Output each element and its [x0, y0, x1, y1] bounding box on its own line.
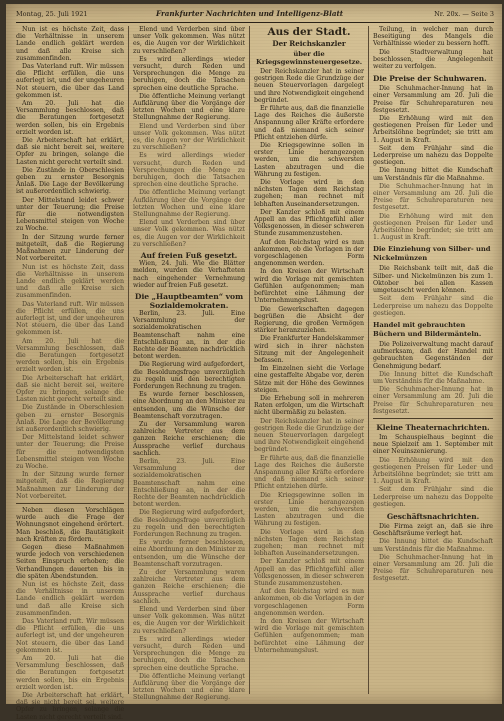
paragraph: Das Vaterland ruft. Wir müssen die Pflicht erfüllen, die uns auferlegt ist, und der ungeheuren Not steuern, die über das Land gekommen ist.: [16, 618, 124, 654]
paragraph: Die Schuhmacher-Innung hat in einer Versammlung am 20. Juli die Preise für Schuhreparaturen neu festgesetzt.: [373, 553, 493, 583]
paragraph: Es wird allerdings wieder versucht, durch Reden und Versprechungen die Menge zu beruhigen, doch die Tatsachen sprechen eine deutliche Sprache.: [133, 55, 245, 92]
paragraph: Im Einzelnen sieht die Vorlage eine gestaffelte Abgabe vor, deren Sätze mit der Höhe des Gewinnes steigen.: [254, 365, 364, 394]
article-heading: Der Reichskanzler: [272, 39, 346, 48]
paragraph: Am 20. Juli hat die Versammlung beschlossen, daß die Beratungen fortgesetzt werden sollen, bis ein Ergebnis erzielt worden ist.: [16, 100, 124, 136]
paragraph: Die Kriegsgewinne sollen in erster Linie herangezogen werden, um die schwersten Lasten abzutragen und die Währung zu festigen.: [254, 142, 364, 178]
article-heading: Geschäftsnachrichten.: [386, 511, 480, 521]
paragraph: Zu der Versammlung waren zahlreiche Vertreter aus dem ganzen Reiche erschienen; die Aussprache verlief durchaus sachlich.: [133, 569, 245, 605]
paragraph: Die Polizeiverwaltung macht darauf aufmerksam, daß der Handel mit gebrauchten Gegenständen der Genehmigung bedarf.: [373, 340, 493, 370]
column-rule: [249, 26, 250, 694]
paragraph: Die Erhöhung wird mit den gestiegenen Preisen für Leder und Arbeitslöhne begründet; sie tritt am 1. August in Kraft.: [373, 115, 493, 144]
paragraph: Berlin, 23. Juli. Eine Versammlung der sozialdemokratischen Beamtenschaft nahm eine Entschließung an, in der die Rechte der Beamten nachdrücklich betont werden.: [133, 457, 245, 509]
paragraph: Seit dem Frühjahr sind die Lederpreise um nahezu das Doppelte gestiegen.: [373, 295, 493, 317]
paragraph: Der Mittelstand leidet schwer unter der Teuerung; die Preise für die notwendigsten Lebensmittel steigen von Woche zu Woche.: [16, 196, 124, 233]
header-date: Montag, 25. Juli 1921: [16, 10, 88, 18]
paragraph: Die öffentliche Meinung verlangt Aufklärung über die Vorgänge der letzten Wochen und eine klare Stellungnahme der Regierung.: [133, 189, 245, 219]
column-rule: [128, 26, 129, 694]
paragraph: Die Arbeiterschaft hat erklärt, daß sie nicht bereit sei, weitere Opfer zu bringen, solange die Lasten nicht gerecht verteilt sind.: [16, 692, 124, 721]
paragraph: In den Kreisen der Wirtschaft wird die Vorlage mit gemischten Gefühlen aufgenommen; man befürchtet eine Lähmung der Unternehmungslust.: [254, 268, 364, 305]
paragraph: Er führte aus, daß die finanzielle Lage des Reiches die äußerste Anspannung aller Kräfte erfordere und daß niemand sich seiner Pflicht entziehen dürfe.: [254, 454, 364, 491]
paragraph: Berlin, 23. Juli. Eine Versammlung der sozialdemokratischen Beamtenschaft nahm eine Entschließung an, in der die Rechte der Beamten nachdrücklich betont werden.: [133, 309, 245, 361]
paragraph: Elend und Verderben sind über unser Volk gekommen. Was nützt es, die Augen vor der Wirklichkeit zu verschließen?: [133, 26, 245, 55]
paragraph: Das Vaterland ruft. Wir müssen die Pflicht erfüllen, die uns auferlegt ist, und der ungeheuren Not steuern, die über das Land gekommen ist.: [16, 300, 124, 337]
article-heading: Handel mit gebrauchten Büchern und Bildermänteln.: [373, 320, 482, 338]
article-heading: Kleine Theaternachrichten.: [376, 422, 490, 432]
paragraph: Nun ist es höchste Zeit, dass die Verhältnisse in unserem Lande endlich geklärt werden und daß alle Kreise sich zusammenfinden.: [16, 26, 124, 62]
header-masthead: Frankfurter Nachrichten und Intelligenz-Blatt: [156, 9, 344, 18]
paragraph: Die öffentliche Meinung verlangt Aufklärung über die Vorgänge der letzten Wochen und eine klare Stellungnahme der Regierung.: [133, 672, 245, 702]
column-rule: [368, 26, 369, 694]
article-heading: Auf freien Fuß gesetzt.: [140, 251, 238, 261]
paragraph: Gegen diese Maßnahmen wurde jedoch von verschiedenen Seiten Einspruch erhoben; die Verhandlungen dauerten bis in die späten Abendstunden.: [16, 544, 124, 580]
paragraph: Die Schuhmacher-Innung hat in einer Versammlung am 20. Juli die Preise für Schuhreparaturen neu festgesetzt.: [373, 85, 493, 114]
paragraph: Elend und Verderben sind über unser Volk gekommen. Was nützt es, die Augen vor der Wirklichkeit zu verschließen?: [133, 122, 245, 152]
paragraph: Die Firma zeigt an, daß sie ihre Geschäftsräume verlegt hat.: [373, 522, 493, 538]
column-3: [254, 26, 364, 696]
paragraph: Zu der Versammlung waren zahlreiche Vertreter aus dem ganzen Reiche erschienen; die Aussprache verlief durchaus sachlich.: [133, 420, 245, 457]
paragraph: Die Innung bittet die Kundschaft um Verständnis für die Maßnahme.: [373, 538, 493, 553]
paragraph: Das Vaterland ruft. Wir müssen die Pflicht erfüllen, die uns auferlegt ist, und der ungeheuren Not steuern, die über das Land gekommen ist.: [16, 63, 124, 99]
paragraph: Der Reichskanzler hat in seiner gestrigen Rede die Grundzüge der neuen Steuervorlagen dargelegt und ihre Notwendigkeit eingehend begründet.: [254, 417, 364, 454]
paragraph: In den Kreisen der Wirtschaft wird die Vorlage mit gemischten Gefühlen aufgenommen; man befürchtet eine Lähmung der Unternehmungslust.: [254, 618, 364, 654]
section-title: Aus der Stadt.: [267, 26, 351, 38]
page-header: [16, 8, 494, 23]
paragraph: Auf den Reichstag wird es nun ankommen, ob die Vorlagen in der vorgeschlagenen Form angenommen werden.: [254, 588, 364, 617]
divider: [16, 503, 124, 504]
header-page-number: Nr. 20x. — Seite 3: [434, 10, 494, 18]
paragraph: Die Regierung wird aufgefordert, die Besoldungsfrage unverzüglich zu regeln und den berechtigten Forderungen Rechnung zu tragen.: [133, 509, 245, 538]
paragraph: Die Vorlage wird in den nächsten Tagen dem Reichstag zugehen; man rechnet mit lebhaften Auseinandersetzungen.: [254, 528, 364, 558]
paragraph: Die Arbeiterschaft hat erklärt, daß sie nicht bereit sei, weitere Opfer zu bringen, solange die Lasten nicht gerecht verteilt sind.: [16, 374, 124, 404]
paragraph: Es wurde ferner beschlossen, eine Abordnung an den Minister zu entsenden, um die Wünsche der Beamtenschaft vorzutragen.: [133, 539, 245, 568]
paragraph: Neben diesen Vorschlägen wurde auch die Frage der Wohnungsnot eingehend erörtert. Man beschloß, die Bautätigkeit nach Kräften zu fördern.: [16, 507, 124, 543]
paragraph: Die Erhöhung wird mit den gestiegenen Preisen für Leder und Arbeitslöhne begründet; sie tritt am 1. August in Kraft.: [373, 456, 493, 486]
paragraph: Die Erhöhung wird mit den gestiegenen Preisen für Leder und Arbeitslöhne begründet; sie tritt am 1. August in Kraft.: [373, 212, 493, 242]
paragraph: Elend und Verderben sind über unser Volk gekommen. Was nützt es, die Augen vor der Wirklichkeit zu verschließen?: [133, 219, 245, 248]
paragraph: Nun ist es höchste Zeit, dass die Verhältnisse in unserem Lande endlich geklärt werden und daß alle Kreise sich zusammenfinden.: [16, 581, 124, 617]
paragraph: Die Regierung wird aufgefordert, die Besoldungsfrage unverzüglich zu regeln und den berechtigten Forderungen Rechnung zu tragen.: [133, 361, 245, 390]
article-subheading: über die Kriegsgewinnsteuergesetze.: [255, 50, 363, 66]
paragraph: Seit dem Frühjahr sind die Lederpreise um nahezu das Doppelte gestiegen.: [373, 144, 493, 167]
paragraph: In der Sitzung wurde ferner mitgeteilt, daß die Regierung Maßnahmen zur Linderung der Not vorbereitet.: [16, 471, 124, 500]
paragraph: Der Mittelstand leidet schwer unter der Teuerung; die Preise für die notwendigsten Lebensmittel steigen von Woche zu Woche.: [16, 434, 124, 470]
paragraph: Er führte aus, daß die finanzielle Lage des Reiches die äußerste Anspannung aller Kräfte erfordere und daß niemand sich seiner Pflicht entziehen dürfe.: [254, 105, 364, 141]
paragraph: Elend und Verderben sind über unser Volk gekommen. Was nützt es, die Augen vor der Wirklichkeit zu verschließen?: [133, 606, 245, 635]
paragraph: Die Schuhmacher-Innung hat in einer Versammlung am 20. Juli die Preise für Schuhreparaturen neu festgesetzt.: [373, 182, 493, 212]
paragraph: Die Kriegsgewinne sollen in erster Linie herangezogen werden, um die schwersten Lasten abzutragen und die Währung zu festigen.: [254, 491, 364, 528]
paragraph: Die Innung bittet die Kundschaft um Verständnis für die Maßnahme.: [373, 167, 493, 182]
paragraph: Teilung, in welcher man durch Beseitigung des Mangels die Verhältnisse wieder zu bessern hofft.: [373, 26, 493, 48]
paragraph: Am 20. Juli hat die Versammlung beschlossen, daß die Beratungen fortgesetzt werden sollen, bis ein Ergebnis erzielt worden ist.: [16, 337, 124, 374]
paragraph: Die Vorlage wird in den nächsten Tagen dem Reichstag zugehen; man rechnet mit lebhaften Auseinandersetzungen.: [254, 179, 364, 208]
divider: [373, 418, 493, 419]
paragraph: In der Sitzung wurde ferner mitgeteilt, daß die Regierung Maßnahmen zur Linderung der Not vorbereitet.: [16, 233, 124, 263]
paragraph: Auf den Reichstag wird es nun ankommen, ob die Vorlagen in der vorgeschlagenen Form angenommen werden.: [254, 238, 364, 268]
paragraph: Seit dem Frühjahr sind die Lederpreise um nahezu das Doppelte gestiegen.: [373, 486, 493, 508]
paragraph: Nun ist es höchste Zeit, dass die Verhältnisse in unserem Lande endlich geklärt werden und daß alle Kreise sich zusammenfinden.: [16, 263, 124, 300]
paragraph: Die Gewerkschaften dagegen begrüßen die Absicht der Regierung, die großen Vermögen stärker heranzuziehen.: [254, 305, 364, 335]
paragraph: Die Frankfurter Handelskammer wird sich in ihrer nächsten Sitzung mit der Angelegenheit befassen.: [254, 335, 364, 364]
column-1: [16, 26, 124, 721]
paragraph: Die Schuhmacher-Innung hat in einer Versammlung am 20. Juli die Preise für Schuhreparaturen neu festgesetzt.: [373, 386, 493, 415]
paragraph: Die Zustände in Oberschlesien geben zu ernster Besorgnis Anlaß. Die Lage der Bevölkerung ist außerordentlich schwierig.: [16, 404, 124, 433]
paragraph: Der Kanzler schloß mit einem Appell an das Pflichtgefühl aller Volksgenossen, in dieser schweren Stunde zusammenzustehen.: [254, 558, 364, 588]
column-2: [133, 26, 245, 702]
newspaper-page: [6, 4, 502, 721]
paragraph: Die Erhebung soll in mehreren Raten erfolgen, um die Wirtschaft nicht übermäßig zu belasten.: [254, 394, 364, 417]
paragraph: Die öffentliche Meinung verlangt Aufklärung über die Vorgänge der letzten Wochen und eine klare Stellungnahme der Regierung.: [133, 92, 245, 122]
paragraph: Die Arbeiterschaft hat erklärt, daß sie nicht bereit sei, weitere Opfer zu bringen, solange die Lasten nicht gerecht verteilt sind.: [16, 137, 124, 166]
paragraph: Es wurde ferner beschlossen, eine Abordnung an den Minister zu entsenden, um die Wünsche der Beamtenschaft vorzutragen.: [133, 391, 245, 420]
paragraph: Die Innung bittet die Kundschaft um Verständnis für die Maßnahme.: [373, 370, 493, 385]
paragraph: Die Stadtverwaltung hat beschlossen, die Angelegenheit weiter zu verfolgen.: [373, 48, 493, 71]
paragraph: Im Schauspielhaus beginnt die neue Spielzeit am 1. September mit einer Neuinszenierung.: [373, 433, 493, 456]
column-4: [373, 26, 493, 696]
paragraph: Es wird allerdings wieder versucht, durch Reden und Versprechungen die Menge zu beruhigen, doch die Tatsachen sprechen eine deutliche Sprache.: [133, 635, 245, 672]
paragraph: Die Zustände in Oberschlesien geben zu ernster Besorgnis Anlaß. Die Lage der Bevölkerung ist außerordentlich schwierig.: [16, 166, 124, 196]
article-heading: Die „Hauptbeamten“ vom Sozialdemokraten.: [134, 291, 244, 310]
paragraph: Wien, 24. Juli. Wie die Blätter melden, wurden die Verhafteten nach eingehender Vernehmung wieder auf freien Fuß gesetzt.: [133, 260, 245, 289]
article-heading: Die Einziehung von Silber- und Nickelmünzen: [373, 245, 491, 263]
paragraph: Die Reichsbank teilt mit, daß die Silber- und Nickelmünzen bis zum 1. Oktober bei allen Kassen umgetauscht werden können.: [373, 265, 493, 295]
paragraph: Es wird allerdings wieder versucht, durch Reden und Versprechungen die Menge zu beruhigen, doch die Tatsachen sprechen eine deutliche Sprache.: [133, 152, 245, 189]
paragraph: Am 20. Juli hat die Versammlung beschlossen, daß die Beratungen fortgesetzt werden sollen, bis ein Ergebnis erzielt worden ist.: [16, 655, 124, 691]
paragraph: Der Reichskanzler hat in seiner gestrigen Rede die Grundzüge der neuen Steuervorlagen dargelegt und ihre Notwendigkeit eingehend begründet.: [254, 68, 364, 104]
paragraph: Der Kanzler schloß mit einem Appell an das Pflichtgefühl aller Volksgenossen, in dieser schweren Stunde zusammenzustehen.: [254, 208, 364, 238]
article-heading: Die Preise der Schuhwaren.: [373, 74, 487, 84]
